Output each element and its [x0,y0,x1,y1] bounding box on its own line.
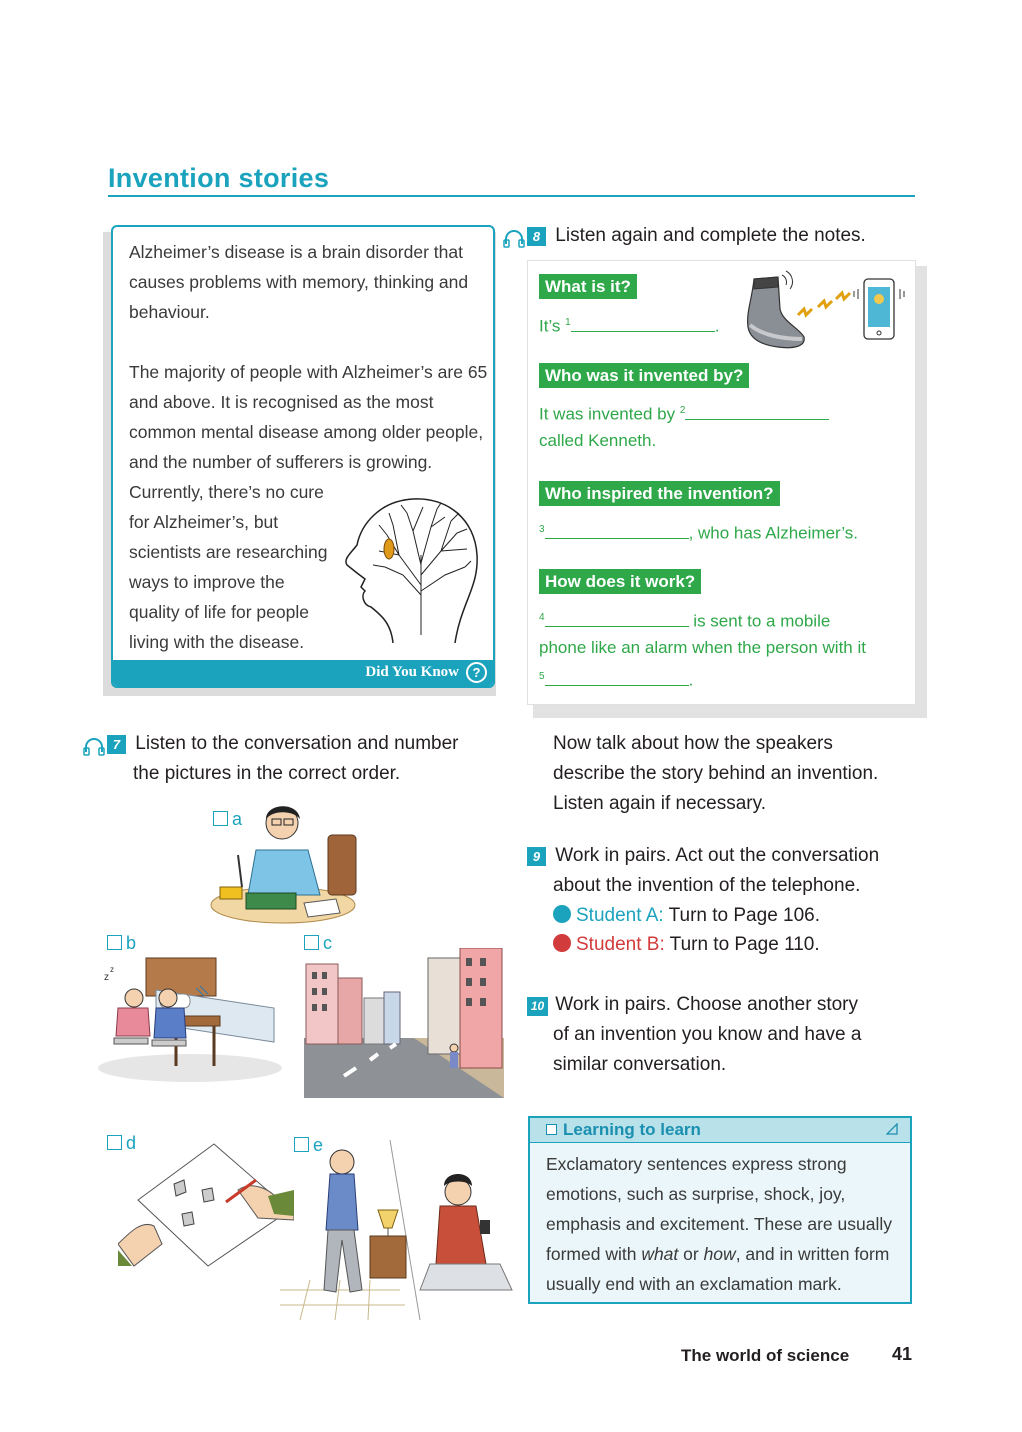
dyk-para-1: Alzheimer’s disease is a brain disorder that causes problems with memory, thinking and behaviour. [129,242,469,322]
note-label-who-inspired: Who inspired the invention? [539,481,780,506]
svg-text:z: z [110,965,114,974]
dyk-para-3: Currently, there’s no cure for Alzheimer’s, but scientists are researching ways to improve the quality of life for people living with the disease. [129,482,328,652]
blank-1[interactable] [571,316,715,332]
exercise-10-line3: similar conversation. [553,1054,727,1075]
picture-label-a[interactable]: a [213,809,242,830]
picture-a-inventor-at-desk [208,795,368,930]
picture-d-hands-drawing [118,1140,294,1268]
blank-5[interactable] [545,670,689,686]
exercise-10-instruction: 10 Work in pairs. Choose another story [527,990,858,1020]
note-label-how-work: How does it work? [539,569,701,594]
exercise-7-number: 7 [107,735,126,754]
student-a-icon [553,905,571,923]
brain-tree-head-illustration [341,495,481,643]
talk-line-2: describe the story behind an invention. [553,763,879,784]
exercise-9-number: 9 [527,847,546,866]
exercise-10-number: 10 [527,997,548,1016]
picture-label-d[interactable]: d [107,1133,136,1154]
did-you-know-box [111,225,495,688]
notes-box [527,260,916,705]
exercise-9-instruction: 9 Work in pairs. Act out the conversation [527,841,879,871]
exercise-8-number: 8 [527,227,546,246]
note-answer-4: $^4$ is sent to a mobile [539,611,831,631]
dyk-para-2: The majority of people with Alzheimer’s are 65 and above. It is recognised as the most common mental disease among older people, and the number of sufferers is growing. [129,362,488,472]
exercise-9-line2: about the invention of the telephone. [553,875,861,896]
picture-b-bedroom-scene [96,950,284,1084]
page-title: Invention stories [108,163,330,193]
checkbox-b [107,935,122,950]
note-answer-1: It’s $^1$ . [539,316,720,336]
note-label-what: What is it? [539,274,637,299]
exercise-10-line2: of an invention you know and have a [553,1024,862,1045]
svg-text:z: z [104,972,109,983]
learning-to-learn-header [530,1118,910,1143]
picture-label-c[interactable]: c [304,933,332,954]
square-icon [546,1124,557,1135]
blank-4[interactable] [545,611,689,627]
exercise-7-instruction-line2: the pictures in the correct order. [133,763,401,784]
picture-label-b[interactable]: b [107,933,136,954]
note-answer-2: It was invented by $^2$ [539,396,829,430]
did-you-know-footer [113,660,493,686]
exercise-8-instruction: 8 Listen again and complete the notes. [527,221,866,251]
student-a-row: Student A: Turn to Page 106. [553,901,820,931]
note-answer-3: $^3$ , who has Alzheimer’s. [539,523,859,543]
title-rule [108,195,915,197]
picture-label-e[interactable]: e [294,1135,323,1156]
learning-to-learn-title: Learning to learn [563,1120,701,1139]
note-answer-4-line2: phone like an alarm when the person with it [539,638,866,657]
note-answer-2-line2: called Kenneth. [539,431,657,450]
headphones-icon [503,230,525,248]
talk-line-1: Now talk about how the speakers [553,733,833,754]
exercise-7-instruction: 7 Listen to the conversation and number [107,729,459,759]
headphones-icon [83,738,105,756]
talk-line-3: Listen again if necessary. [553,793,766,814]
blank-3[interactable] [545,523,689,539]
note-label-who-invented: Who was it invented by? [539,363,749,388]
did-you-know-label: Did You Know [365,664,459,680]
learning-to-learn-text: Exclamatory sentences express strong emotions, such as surprise, shock, joy, emphasis and excitement. These are usually formed with what or how, and in written form usually end with an exclamation mark. [546,1154,892,1294]
student-b-icon [553,934,571,952]
question-icon: ? [466,662,487,683]
smart-sock-phone-illustration [742,269,912,351]
picture-c-city-street [304,948,504,1098]
page-number: 41 [892,1344,913,1364]
footer-unit-title: The world of science [681,1346,850,1365]
student-b-row: Student B: Turn to Page 110. [553,930,820,960]
learning-to-learn-box [528,1116,912,1304]
blank-2[interactable] [685,404,829,420]
picture-e-man-walking-and-man-with-phone [280,1140,515,1320]
triangle-icon [886,1123,898,1135]
note-answer-5: $^5$ . [539,670,694,690]
